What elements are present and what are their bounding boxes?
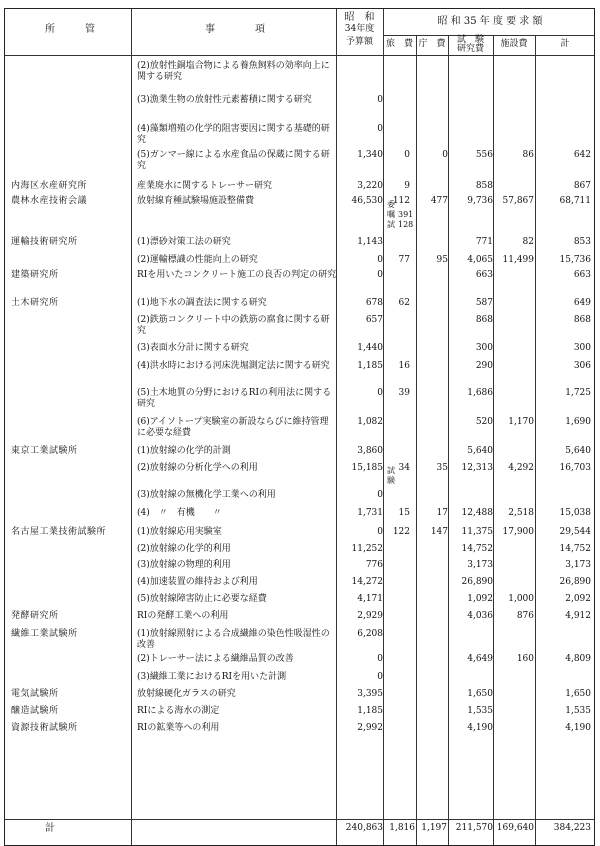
- cell-research: 520: [475, 417, 493, 427]
- cell-prev: 4,171: [357, 594, 383, 604]
- cell-travel: 15: [398, 508, 410, 518]
- cell-research: 771: [475, 237, 493, 247]
- total-prev: 240,863: [345, 823, 383, 833]
- cell-prev: 678: [365, 298, 383, 308]
- cell-facility: 86: [522, 150, 534, 160]
- cell-facility: 2,518: [508, 508, 534, 518]
- cell-total: 306: [573, 361, 591, 371]
- cell-travel: 9: [404, 181, 410, 191]
- cell-total: 2,092: [565, 594, 591, 604]
- cell-office: 147: [430, 527, 448, 537]
- cell-research: 4,036: [467, 611, 493, 621]
- cell-research: 290: [475, 361, 493, 371]
- cell-total: 1,535: [565, 706, 591, 716]
- cell-research: 300: [475, 343, 493, 353]
- cell-research: 12,488: [461, 508, 493, 518]
- cell-item: (2)鉄筋コンクリート中の鉄筋の腐食に関する研究: [137, 315, 330, 336]
- cell-research: 4,649: [467, 654, 493, 664]
- cell-total: 16,703: [559, 463, 591, 473]
- cell-item: (4)加速装置の維持および利用: [137, 577, 258, 587]
- cell-item: (3)表面水分計に関する研究: [137, 343, 249, 353]
- cell-total: 867: [573, 181, 591, 191]
- header-travel: 旅 費: [385, 39, 413, 49]
- cell-prev: 0: [377, 270, 383, 280]
- cell-item: (5)放射線障害防止に必要な経費: [137, 594, 267, 604]
- cell-total: 868: [573, 315, 591, 325]
- cell-item: (1)地下水の調査法に関する研究: [137, 298, 267, 308]
- cell-research: 14,752: [461, 544, 493, 554]
- cell-ministry: 電気試験所: [11, 689, 59, 699]
- cell-travel: 77: [398, 255, 410, 265]
- cell-total: 642: [573, 150, 591, 160]
- cell-total: 29,544: [559, 527, 591, 537]
- cell-prev: 0: [377, 672, 383, 682]
- header-facility: 施設費: [500, 39, 528, 49]
- cell-total: 15,038: [559, 508, 591, 518]
- cell-facility: 160: [516, 654, 534, 664]
- col-divider: [416, 35, 417, 845]
- cell-ministry: 資源技術試験所: [11, 723, 78, 733]
- cell-prev: 0: [377, 654, 383, 664]
- cell-prev: 3,860: [357, 446, 383, 456]
- cell-research: 1,686: [467, 388, 493, 398]
- cell-total: 14,752: [559, 544, 591, 554]
- cell-office: 0: [442, 150, 448, 160]
- cell-prev: 1,340: [357, 150, 383, 160]
- cell-prev: 0: [377, 388, 383, 398]
- cell-item: (5)ガンマー線による水産食品の保蔵に関する研究: [137, 150, 330, 171]
- cell-ministry: 繊維工業試験所: [11, 629, 78, 639]
- cell-item: (5)土木地質の分野におけるRIの利用法に関する研究: [137, 388, 332, 409]
- cell-item: RIによる海水の測定: [137, 706, 220, 716]
- total-label: 計: [45, 823, 55, 834]
- cell-prev: 0: [377, 95, 383, 105]
- cell-prev: 0: [377, 490, 383, 500]
- note-itaku-1: 委: [387, 200, 395, 209]
- cell-total: 4,190: [565, 723, 591, 733]
- cell-prev: 46,530: [351, 196, 383, 206]
- header-item: 事 項: [205, 24, 265, 35]
- col-divider: [131, 9, 132, 845]
- cell-prev: 2,992: [357, 723, 383, 733]
- cell-facility: 82: [522, 237, 534, 247]
- cell-research: 868: [475, 315, 493, 325]
- cell-total: 1,725: [565, 388, 591, 398]
- cell-item: (2)放射性銅塩合物による養魚飼料の効率向上に関する研究: [137, 61, 330, 82]
- cell-facility: 11,499: [502, 255, 534, 265]
- cell-item: RIを用いたコンクリート施工の良否の判定の研究: [137, 270, 337, 280]
- cell-prev: 776: [365, 560, 383, 570]
- cell-item: 放射線硬化ガラスの研究: [137, 689, 236, 699]
- cell-item: RIの発酵工業への利用: [137, 611, 229, 621]
- cell-facility: 57,867: [502, 196, 534, 206]
- cell-ministry: 名古屋工業技術試験所: [11, 527, 107, 537]
- cell-facility: 1,170: [508, 417, 534, 427]
- note-shiken-2: 験: [387, 476, 395, 485]
- header-rule: [5, 55, 594, 56]
- cell-total: 4,809: [565, 654, 591, 664]
- header-prev-2: 34年度: [344, 24, 375, 34]
- cell-ministry: 土木研究所: [11, 298, 59, 308]
- note-shiken-1: 試: [387, 466, 395, 475]
- note-itaku-2: 嘱: [387, 210, 395, 219]
- cell-item: (1)放射線応用実験室: [137, 527, 222, 537]
- col-divider: [383, 9, 384, 845]
- cell-total: 5,640: [565, 446, 591, 456]
- cell-facility: 4,292: [508, 463, 534, 473]
- header-research-2: 研究費: [456, 44, 484, 54]
- cell-total: 300: [573, 343, 591, 353]
- cell-item: (3)漁業生物の放射性元素蓄積に関する研究: [137, 95, 312, 105]
- header-request: 昭 和 35 年 度 要 求 額: [437, 16, 543, 27]
- header-office: 庁 費: [418, 39, 446, 49]
- cell-research: 1,092: [467, 594, 493, 604]
- cell-item: (1)漂砂対策工法の研究: [137, 237, 231, 247]
- cell-travel: 34: [398, 463, 410, 473]
- cell-research: 11,375: [461, 527, 493, 537]
- total-research: 211,570: [455, 823, 493, 833]
- cell-prev: 0: [377, 527, 383, 537]
- cell-item: (2)運輸標識の性能向上の研究: [137, 255, 258, 265]
- cell-item: 産業廃水に関するトレーサー研究: [137, 181, 273, 191]
- cell-prev: 15,185: [351, 463, 383, 473]
- cell-prev: 14,272: [351, 577, 383, 587]
- cell-research: 5,640: [467, 446, 493, 456]
- cell-item: (2)放射線の化学的利用: [137, 544, 231, 554]
- total-office: 1,197: [421, 823, 447, 833]
- cell-total: 853: [573, 237, 591, 247]
- cell-ministry: 建築研究所: [11, 270, 59, 280]
- cell-prev: 0: [377, 124, 383, 134]
- cell-prev: 2,929: [357, 611, 383, 621]
- cell-prev: 1,731: [357, 508, 383, 518]
- cell-office: 477: [430, 196, 448, 206]
- cell-total: 1,650: [565, 689, 591, 699]
- cell-total: 3,173: [565, 560, 591, 570]
- cell-research: 587: [475, 298, 493, 308]
- cell-item: 放射線育種試験場施設整備費: [137, 196, 255, 206]
- header-prev-3: 予算額: [345, 37, 373, 47]
- cell-travel: 16: [398, 361, 410, 371]
- cell-item: (3)放射線の無機化学工業への利用: [137, 490, 276, 500]
- cell-prev: 11,252: [351, 544, 383, 554]
- cell-prev: 1,440: [357, 343, 383, 353]
- cell-item: (2)放射線の分析化学への利用: [137, 463, 258, 473]
- cell-item: (4)藻類増殖の化学的阻害要因に関する基礎的研究: [137, 124, 330, 145]
- total-travel: 1,816: [389, 823, 415, 833]
- cell-research: 3,173: [467, 560, 493, 570]
- total-total: 384,223: [553, 823, 591, 833]
- cell-office: 17: [436, 508, 448, 518]
- cell-travel: 39: [398, 388, 410, 398]
- cell-research: 4,190: [467, 723, 493, 733]
- cell-prev: 1,082: [357, 417, 383, 427]
- cell-total: 1,690: [565, 417, 591, 427]
- col-divider: [448, 35, 449, 845]
- budget-table: [4, 8, 595, 846]
- cell-ministry: 東京工業試験所: [11, 446, 78, 456]
- header-total: 計: [560, 39, 570, 49]
- cell-total: 663: [573, 270, 591, 280]
- cell-ministry: 農林水産技術会議: [11, 196, 88, 206]
- cell-facility: 876: [516, 611, 534, 621]
- total-rule: [5, 819, 594, 820]
- cell-travel: 122: [392, 527, 410, 537]
- cell-research: 663: [475, 270, 493, 280]
- cell-facility: 1,000: [508, 594, 534, 604]
- cell-item: (4) 〃 有機 〃: [137, 508, 222, 518]
- cell-prev: 6,208: [357, 629, 383, 639]
- cell-item: (3)繊維工業におけるRIを用いた計測: [137, 672, 287, 682]
- header-ministry: 所 管: [45, 24, 95, 35]
- cell-item: (1)放射線照射による合成繊維の染色性吸湿性の改善: [137, 629, 330, 650]
- cell-item: (6)アイソトープ実験室の新設ならびに維持管理に必要な経費: [137, 417, 329, 438]
- total-facility: 169,640: [496, 823, 534, 833]
- cell-item: (2)トレーサー法による繊維品質の改善: [137, 654, 294, 664]
- cell-office: 35: [436, 463, 448, 473]
- cell-total: 4,912: [565, 611, 591, 621]
- cell-total: 649: [573, 298, 591, 308]
- cell-prev: 1,143: [357, 237, 383, 247]
- note-value-2: 128: [398, 220, 414, 229]
- cell-travel: 0: [404, 150, 410, 160]
- cell-research: 1,650: [467, 689, 493, 699]
- cell-item: RIの鉱業等への利用: [137, 723, 220, 733]
- cell-item: (1)放射線の化学的計測: [137, 446, 231, 456]
- cell-prev: 0: [377, 255, 383, 265]
- cell-research: 26,890: [461, 577, 493, 587]
- cell-item: (4)洪水時における河床洗堀測定法に関する研究: [137, 361, 330, 371]
- cell-research: 556: [475, 150, 493, 160]
- cell-research: 4,065: [467, 255, 493, 265]
- note-itaku-3: 試: [387, 220, 395, 229]
- cell-ministry: 醸造試験所: [11, 706, 59, 716]
- cell-research: 9,736: [467, 196, 493, 206]
- cell-travel: 62: [398, 298, 410, 308]
- cell-prev: 3,220: [357, 181, 383, 191]
- note-value-1: 391: [398, 210, 414, 219]
- cell-travel: 112: [392, 196, 410, 206]
- cell-research: 1,535: [467, 706, 493, 716]
- cell-prev: 657: [365, 315, 383, 325]
- cell-prev: 1,185: [357, 361, 383, 371]
- cell-total: 68,711: [559, 196, 591, 206]
- cell-total: 26,890: [559, 577, 591, 587]
- cell-research: 12,313: [461, 463, 493, 473]
- cell-research: 858: [475, 181, 493, 191]
- cell-prev: 3,395: [357, 689, 383, 699]
- cell-ministry: 内海区水産研究所: [11, 181, 88, 191]
- cell-facility: 17,900: [502, 527, 534, 537]
- cell-prev: 1,185: [357, 706, 383, 716]
- cell-ministry: 発酵研究所: [11, 611, 59, 621]
- header-research-1: 試 験: [456, 35, 484, 45]
- cell-item: (3)放射線の物理的利用: [137, 560, 231, 570]
- cell-ministry: 運輸技術研究所: [11, 237, 78, 247]
- cell-total: 15,736: [559, 255, 591, 265]
- header-prev-1: 昭 和: [344, 12, 375, 23]
- cell-office: 95: [436, 255, 448, 265]
